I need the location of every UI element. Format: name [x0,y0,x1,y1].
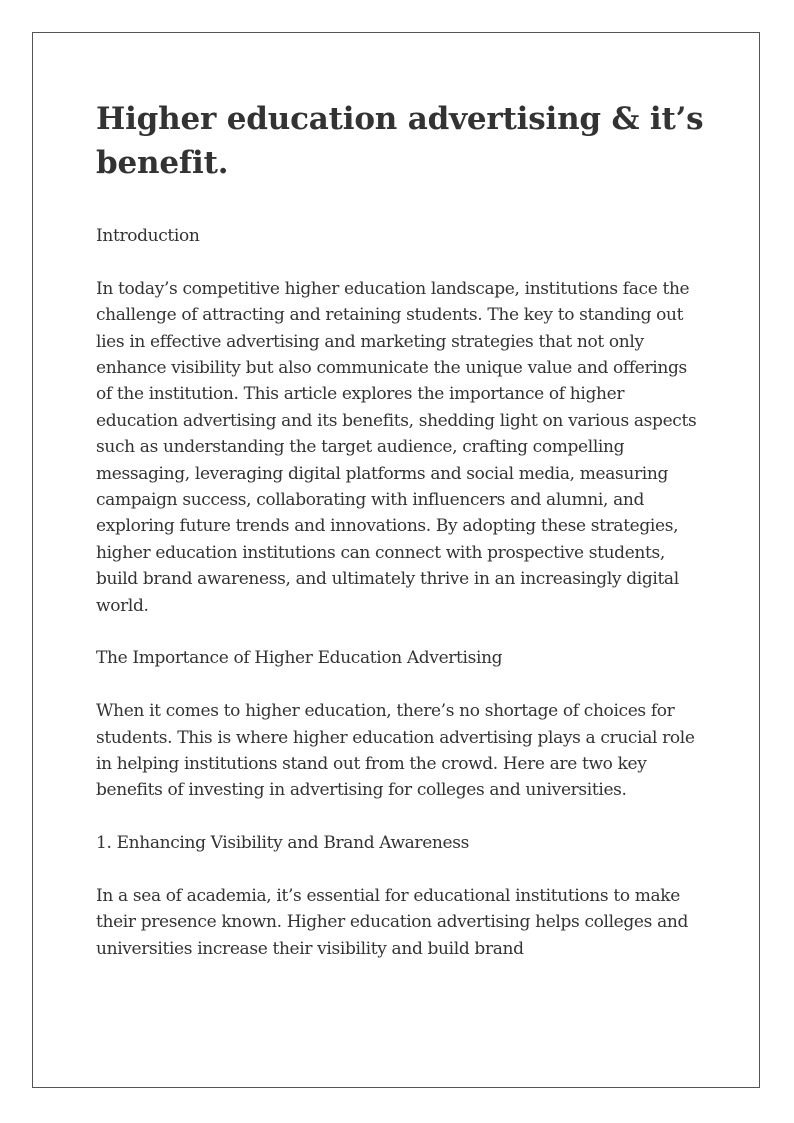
document-content [96,97,706,962]
section-heading-benefit-1: 1. Enhancing Visibility and Brand Awareness [96,833,469,854]
document-page [32,32,760,1088]
importance-paragraph: When it comes to higher education, there’s no shortage of choices for students. This is where higher education advertising plays a crucial role in helping institutions stand out from the crowd. Here are two key benefits of investing in advertising for colleges and universities. [96,701,695,801]
intro-paragraph: In today’s competitive higher education landscape, institutions face the challenge of attracting and retaining students. The key to standing out lies in effective advertising and marketing strategies that not only enhance visibility but also communicate the unique value and offerings of the institution. This article explores the importance of higher education advertising and its benefits, shedding light on various aspects such as understanding the target audience, crafting compelling messaging, leveraging digital platforms and social media, measuring campaign success, collaborating with influencers and alumni, and exploring future trends and innovations. By adopting these strategies, higher education institutions can connect with prospective students, build brand awareness, and ultimately thrive in an increasingly digital world. [96,278,697,616]
benefit-1-paragraph: In a sea of academia, it’s essential for educational institutions to make their presence known. Higher education advertising helps colleges and universities increase their visibility and build brand [96,886,688,959]
section-heading-introduction: Introduction [96,226,200,246]
section-heading-importance: The Importance of Higher Education Advertising [96,648,503,669]
document-title: Higher education advertising & it’s benefit. [96,101,704,181]
